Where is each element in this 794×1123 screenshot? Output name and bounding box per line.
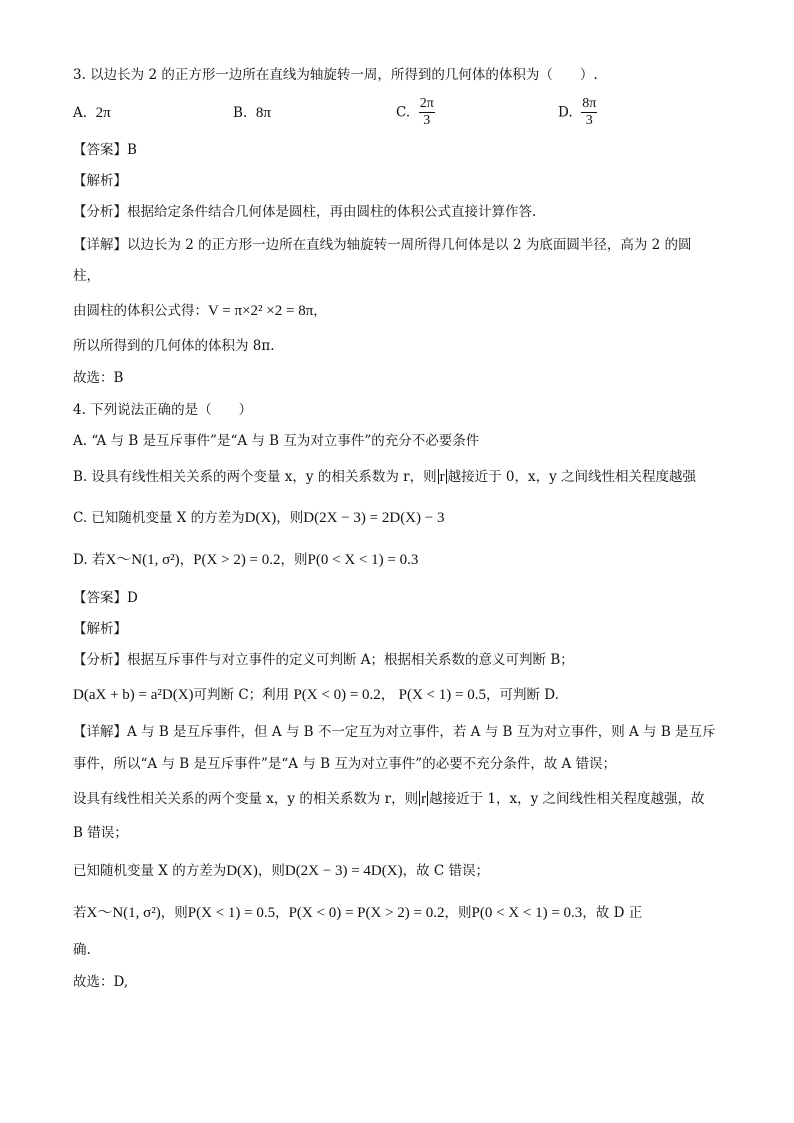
text: B. 设具有线性相关关系的两个变量 x，y 的相关系数为 r，则 <box>73 469 437 485</box>
q3-option-b <box>233 105 271 122</box>
q3-choose: 故选：B <box>73 370 124 386</box>
math: D(X) <box>244 510 277 526</box>
math: X～N(1, σ²) <box>86 905 161 921</box>
text: ，则 <box>276 510 304 526</box>
math: X～N(1, σ²) <box>105 552 180 568</box>
q4-detail-line5 <box>73 862 489 880</box>
text: ，则 <box>160 905 188 921</box>
q4-detail-line3 <box>73 790 705 808</box>
q3-fenxi: 【分析】根据给定条件结合几何体是圆柱，再由圆柱的体积公式直接计算作答. <box>73 204 537 220</box>
q3-detail-line2: 柱， <box>73 268 100 284</box>
text: ， <box>313 303 327 319</box>
q4-option-b <box>73 468 696 486</box>
q3-answer: 【答案】B <box>73 142 137 158</box>
math: P(X > 2) = 0.2 <box>193 552 281 568</box>
option-value: 2π <box>95 105 111 121</box>
q3-detail-line1: 【详解】以边长为 2 的正方形一边所在直线为轴旋转一周所得几何体是以 2 为底面圆半径，高为 2 的圆 <box>73 237 692 253</box>
q3-option-d <box>558 96 597 129</box>
q3-analysis-heading: 【解析】 <box>73 173 127 189</box>
math: P(X < 0) = P(X > 2) = 0.2 <box>288 905 445 921</box>
text: 设具有线性相关关系的两个变量 x，y 的相关系数为 r，则 <box>73 791 419 807</box>
math: P(X < 1) = 0.5 <box>398 687 486 703</box>
math-r: r <box>421 791 427 807</box>
text: ， <box>275 905 289 921</box>
q4-stem: 4. 下列说法正确的是（ ） <box>73 402 253 418</box>
q4-choose: 故选：D, <box>73 974 129 990</box>
option-label: B. <box>233 105 248 121</box>
q3-result: 所以所得到的几何体的体积为 8π. <box>73 338 275 354</box>
text: 已知随机变量 X 的方差为 <box>73 863 227 879</box>
q3-stem: 3. 以边长为 2 的正方形一边所在直线为轴旋转一周，所得到的几何体的体积为（ ）. <box>73 67 598 83</box>
q4-answer: 【答案】D <box>73 590 138 606</box>
fraction-denominator: 3 <box>585 113 593 128</box>
q4-fenxi-line2 <box>73 686 559 704</box>
math: D(2X − 3) = 2D(X) − 3 <box>303 510 445 526</box>
option-value: 8π <box>255 105 271 121</box>
math: D(X) <box>226 863 258 879</box>
text: 越接近于 0，x，y 之间线性相关程度越强 <box>447 469 696 485</box>
text: D. 若 <box>73 552 106 568</box>
math: D(aX + b) = a²D(X) <box>73 687 194 703</box>
text: ， <box>179 552 194 568</box>
q4-option-d <box>73 551 418 569</box>
fraction-numerator: 8π <box>582 96 597 111</box>
math-r: r <box>439 469 445 485</box>
text: ，则 <box>257 863 285 879</box>
text: ，则 <box>444 905 472 921</box>
q4-option-c <box>73 509 444 527</box>
q3-option-c <box>396 96 435 129</box>
q3-formula-line <box>73 302 327 320</box>
text: ，则 <box>280 552 308 568</box>
q4-option-a: A. “A 与 B 是互斥事件”是“A 与 B 互为对立事件”的充分不必要条件 <box>73 433 480 449</box>
q3-option-a <box>73 105 111 122</box>
q4-detail-line4: B 错误； <box>73 825 128 841</box>
text: C. 已知随机变量 X 的方差为 <box>73 510 245 526</box>
option-label: D. <box>558 104 573 121</box>
math: D(2X − 3) = 4D(X) <box>284 863 403 879</box>
text: ， <box>380 687 395 703</box>
text: 可判断 C；利用 <box>193 687 290 703</box>
option-label: C. <box>396 104 411 121</box>
q4-detail-line1: 【详解】A 与 B 是互斥事件，但 A 与 B 不一定互为对立事件，若 A 与 B 互为对立事件，则 A 与 B 是互斥 <box>73 724 716 740</box>
text: ，故 C 错误； <box>402 863 490 879</box>
q4-detail-line7: 确. <box>73 942 91 958</box>
text: 由圆柱的体积公式得： <box>73 303 208 319</box>
fraction-denominator: 3 <box>423 113 431 128</box>
q4-analysis-heading: 【解析】 <box>73 621 127 637</box>
math: P(X < 0) = 0.2 <box>293 687 381 703</box>
option-label: A. <box>73 105 88 121</box>
fraction <box>581 96 597 129</box>
math: P(X < 1) = 0.5 <box>187 905 276 921</box>
text: 若 <box>73 905 87 921</box>
math: P(0 < X < 1) = 0.3 <box>307 552 419 568</box>
fraction <box>419 96 435 129</box>
text: ，故 D 正 <box>582 905 643 921</box>
math: P(0 < X < 1) = 0.3 <box>471 905 583 921</box>
text: 越接近于 1，x，y 之间线性相关程度越强，故 <box>429 791 705 807</box>
q4-detail-line6 <box>73 904 642 922</box>
text: ，可判断 D. <box>485 687 559 703</box>
q4-detail-line2: 事件，所以“A 与 B 是互斥事件”是“A 与 B 互为对立事件”的必要不充分条件，故 A 错误； <box>73 756 617 772</box>
volume-formula: V = π×2² ×2 = 8π <box>208 303 314 319</box>
fraction-numerator: 2π <box>419 96 434 111</box>
q4-fenxi-line1: 【分析】根据互斥事件与对立事件的定义可判断 A；根据相关系数的意义可判断 B； <box>73 652 574 668</box>
